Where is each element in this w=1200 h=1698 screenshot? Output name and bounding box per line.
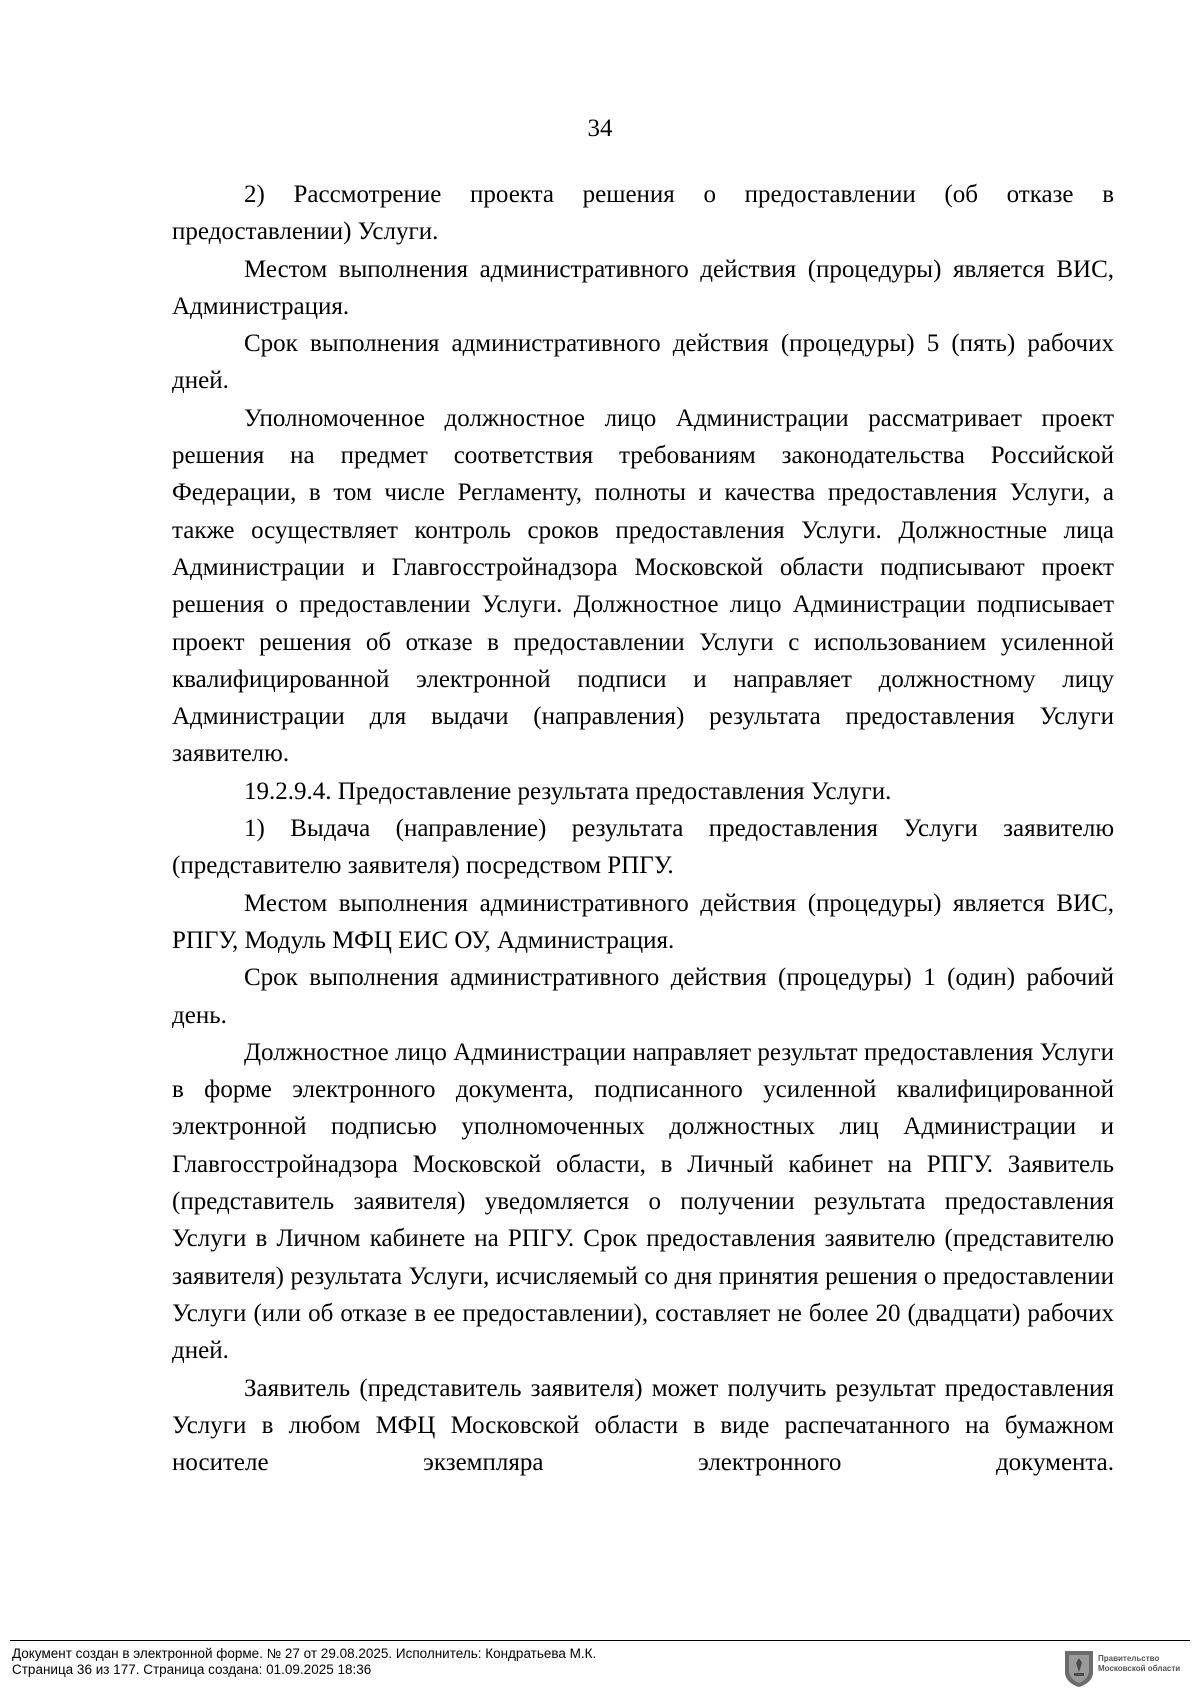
- paragraph: Местом выполнения административного действия (процедуры) является ВИС, РПГУ, Модуль МФЦ ЕИС ОУ, Администрация.: [172, 889, 1114, 954]
- document-footer: [12, 1646, 1012, 1678]
- government-logo-text: [1098, 1654, 1180, 1674]
- paragraph: Срок выполнения административного действия (процедуры) 5 (пять) рабочих дней.: [172, 330, 1114, 395]
- document-body: [172, 176, 1114, 1481]
- coat-of-arms-icon: [1062, 1648, 1096, 1688]
- paragraph: Должностное лицо Администрации направляет результат предоставления Услуги в форме электронного документа, подписанного усиленной квалифицированной электронной подписью уполномоченных должностных лиц Администрации и Главгосстройнадзора Московской области, в Личный кабинет на РПГУ. Заявитель (представитель заявителя) уведомляется о получении результата предоставления Услуги в Личном кабинете на РПГУ. Срок предоставления заявителю (представителю заявителя) результата Услуги, исчисляемый со дня принятия решения о предоставлении Услуги (или об отказе в ее предоставлении), составляет не более 20 (двадцати) рабочих дней.: [172, 1038, 1114, 1365]
- paragraph: Уполномоченное должностное лицо Администрации рассматривает проект решения на предмет соответствия требованиям законодательства Российской Федерации, в том числе Регламенту, полноты и качества предоставления Услуги, а также осуществляет контроль сроков предоставления Услуги. Должностные лица Администрации и Главгосстройнадзора Московской области подписывают проект решения о предоставлении Услуги. Должностное лицо Администрации подписывает проект решения об отказе в предоставлении Услуги с использованием усиленной квалифицированной электронной подписи и направляет должностному лицу Администрации для выдачи (направления) результата предоставления Услуги заявителю.: [172, 404, 1114, 768]
- paragraph: 1) Выдача (направление) результата предоставления Услуги заявителю (представителю заявителя) посредством РПГУ.: [172, 815, 1114, 880]
- paragraph: 2) Рассмотрение проекта решения о предоставлении (об отказе в предоставлении) Услуги.: [172, 181, 1114, 246]
- section-heading: 19.2.9.4. Предоставление результата предоставления Услуги.: [244, 777, 892, 805]
- footer-divider: [10, 1640, 1190, 1641]
- footer-document-info: Документ создан в электронной форме. № 27 от 29.08.2025. Исполнитель: Кондратьева М.К.: [12, 1646, 597, 1661]
- footer-page-info: Страница 36 из 177. Страница создана: 01.09.2025 18:36: [12, 1662, 372, 1677]
- paragraph: Местом выполнения административного действия (процедуры) является ВИС, Администрация.: [172, 255, 1114, 320]
- page-number: 34: [587, 115, 613, 142]
- logo-line-2: Московской области: [1098, 1664, 1181, 1673]
- paragraph: Срок выполнения административного действия (процедуры) 1 (один) рабочий день.: [172, 964, 1114, 1029]
- paragraph: Заявитель (представитель заявителя) может получить результат предоставления Услуги в любом МФЦ Московской области в виде распечатанного на бумажном носителе экземпляра электронного документа.: [172, 1374, 1114, 1477]
- logo-line-1: Правительство: [1098, 1654, 1160, 1663]
